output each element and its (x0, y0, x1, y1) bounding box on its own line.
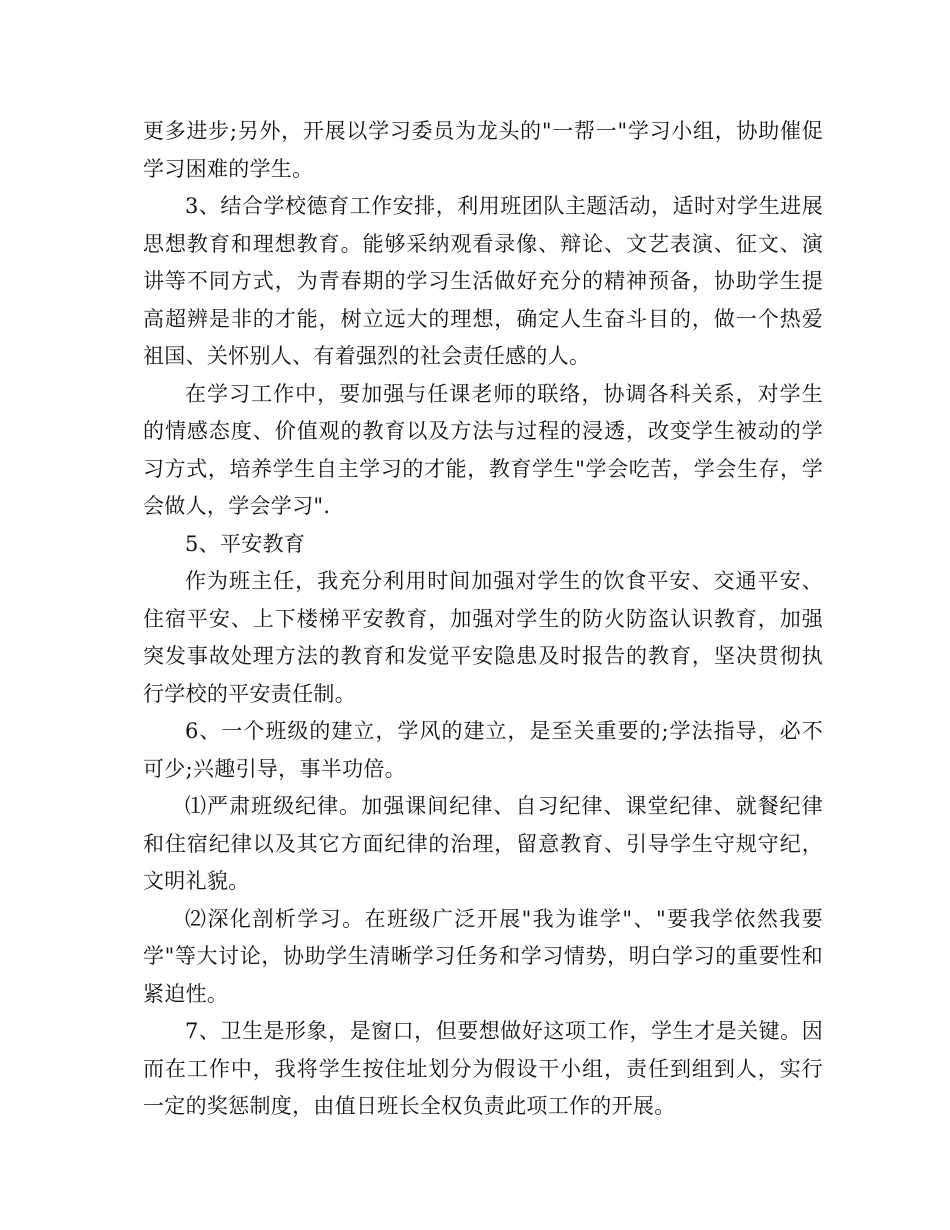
paragraph-sub-1: ⑴严肃班级纪律。加强课间纪律、自习纪律、课堂纪律、就餐纪律和住宿纪律以及其它方面纪律的治理，留意教育、引导学生守规守纪，文明礼貌。 (143, 794, 823, 893)
paragraph-safety: 作为班主任，我充分利用时间加强对学生的饮食平安、交通平安、住宿平安、上下楼梯平安教育，加强对学生的防火防盗认识教育，加强突发事故处理方法的教育和发觉平安隐患及时报告的教育，坚决贯彻执行学校的平安责任制。 (143, 569, 823, 706)
paragraph-item-7: 7、卫生是形象，是窗口，但要想做好这项工作，学生才是关键。因而在工作中，我将学生按住址划分为假设干小组，责任到组到人，实行一定的奖惩制度，由值日班长全权负责此项工作的开展。 (143, 1019, 823, 1118)
heading-safety-education: 5、平安教育 (185, 531, 306, 556)
document-body (143, 113, 823, 1126)
paragraph-sub-2: ⑵深化剖析学习。在班级广泛开展"我为谁学"、"要我学依然我要学"等大讨论，协助学生清晰学习任务和学习情势，明白学习的重要性和紧迫性。 (143, 906, 823, 1006)
paragraph-study-work: 在学习工作中，要加强与任课老师的联络，协调各科关系，对学生的情感态度、价值观的教育以及方法与过程的浸透，改变学生被动的学习方式，培养学生自主学习的才能，教育学生"学会吃苦，学会生存，学会做人，学会学习". (143, 381, 823, 518)
paragraph-continuation: 更多进步;另外，开展以学习委员为龙头的"一帮一"学习小组，协助催促学习困难的学生。 (143, 119, 823, 181)
paragraph-item-6: 6、一个班级的建立，学风的建立，是至关重要的;学法指导，必不可少;兴趣引导，事半功倍。 (143, 719, 823, 781)
paragraph-item-3: 3、结合学校德育工作安排，利用班团队主题活动，适时对学生进展思想教育和理想教育。能够采纳观看录像、辩论、文艺表演、征文、演讲等不同方式，为青春期的学习生活做好充分的精神预备，协助学生提高超辨是非的才能，树立远大的理想，确定人生奋斗目的，做一个热爱祖国、关怀别人、有着强烈的社会责任感的人。 (143, 194, 823, 368)
